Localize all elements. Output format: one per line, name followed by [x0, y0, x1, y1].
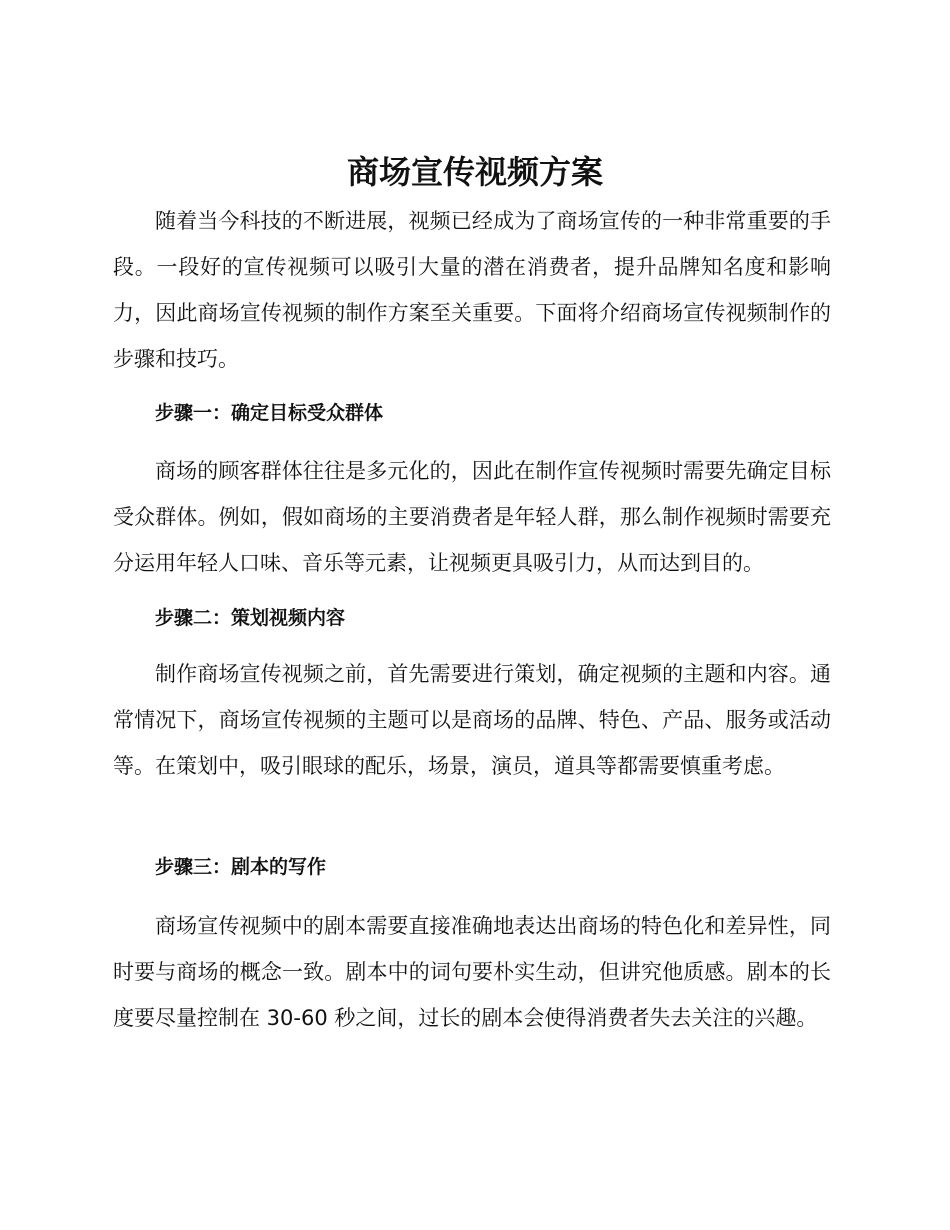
- section-body-step-1: 商场的顾客群体往往是多元化的，因此在制作宣传视频时需要先确定目标受众群体。例如，假如商场的主要消费者是年轻人群，那么制作视频时需要充分运用年轻人口味、音乐等元素，让视频更具吸引力，从而达到目的。: [113, 459, 831, 575]
- section-heading-step-3: 步骤三：剧本的写作: [155, 856, 327, 878]
- section-heading-step-2: 步骤二：策划视频内容: [155, 607, 346, 629]
- section-body-step-3: 商场宣传视频中的剧本需要直接准确地表达出商场的特色化和差异性，同时要与商场的概念一致。剧本中的词句要朴实生动，但讲究他质感。剧本的长度要尽量控制在 30-60 秒之间，过长的剧本会使得消费者失去关注的兴趣。: [113, 914, 831, 1030]
- intro-paragraph: 随着当今科技的不断进展，视频已经成为了商场宣传的一种非常重要的手段。一段好的宣传视频可以吸引大量的潜在消费者，提升品牌知名度和影响力，因此商场宣传视频的制作方案至关重要。下面将介绍商场宣传视频制作的步骤和技巧。: [113, 209, 831, 371]
- section-body-step-2: 制作商场宣传视频之前，首先需要进行策划，确定视频的主题和内容。通常情况下，商场宣传视频的主题可以是商场的品牌、特色、产品、服务或活动等。在策划中，吸引眼球的配乐，场景，演员，道具等都需要慎重考虑。: [113, 662, 831, 778]
- document-title: 商场宣传视频方案: [346, 153, 603, 191]
- section-heading-step-1: 步骤一：确定目标受众群体: [155, 402, 384, 424]
